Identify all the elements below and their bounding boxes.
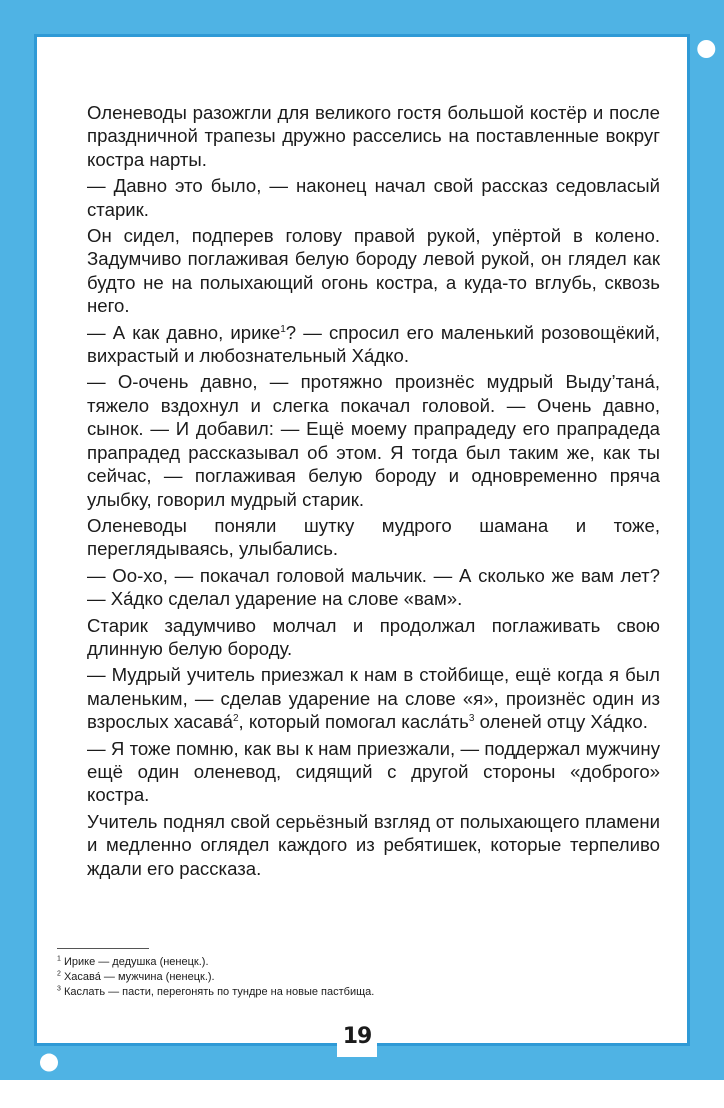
paragraph: — О-очень давно, — протяжно произнёс мудрый Выду’тана́, тяжело вздохнул и слегка покачал головой. — Очень давно, сынок. — И добавил: — Ещё моему прапрадеду его прапрадеда прапрадед рассказывал об этом. Я тогда был таким же, как ты сейчас, — поглаживая белую бороду и одновременно пряча улыбку, говорил мудрый старик.	[87, 371, 660, 510]
footnote-number: 1	[57, 955, 61, 963]
footnote	[57, 955, 657, 970]
paragraph: Старик задумчиво молчал и продолжал поглаживать свою длинную белую бороду.	[87, 614, 660, 659]
paragraph: — Я тоже помню, как вы к нам приезжали, — поддержал мужчину ещё один оленевод, сидящий с другой стороны «доброго» костра.	[87, 737, 660, 806]
footnote-ref: 2	[232, 712, 239, 724]
page-number: 19	[342, 1023, 372, 1049]
footnote	[57, 985, 657, 1000]
footnotes	[57, 948, 657, 1000]
paragraph: — Оо-хо, — покачал головой мальчик. — А сколько же вам лет? — Ха́дко сделал ударение на слове «вам».	[87, 564, 660, 610]
text-run: ? — спросил его маленький розовощёкий, вихрастый и любознательный Ха́дко.	[87, 321, 660, 367]
text-run: — Мудрый учитель приезжал к нам в стойбище, ещё когда я был маленьким, — сделав ударение на слове «я», произнёс один из взрослых хасава́	[87, 664, 660, 733]
footnote-text: Каслать — пасти, перегонять по тундре на новые пастбища.	[63, 986, 375, 998]
paragraph: Он сидел, подперев голову правой рукой, упёртой в колено. Задумчиво поглаживая белую бороду левой рукой, он глядел как будто не на полыхающий огонь костра, а куда-то вглубь, сквозь него.	[87, 225, 660, 317]
paragraph	[87, 663, 660, 733]
text-run: , который помогал касла́ть	[238, 711, 469, 733]
footnote-text: Ирике — дедушка (ненецк.).	[63, 956, 209, 968]
paragraph: Учитель поднял свой серьёзный взгляд от полыхающего пламени и медленно оглядел каждого из ребятишек, которые терпеливо ждали его рассказа.	[87, 810, 660, 879]
footnote-number: 2	[57, 970, 61, 978]
footnote	[57, 970, 657, 985]
page-number-box	[337, 1015, 377, 1057]
paragraph: Оленеводы поняли шутку мудрого шамана и тоже, переглядываясь, улыбались.	[87, 514, 660, 560]
text-run: — А как давно, ирике	[87, 321, 281, 343]
main-text	[87, 101, 660, 880]
text-run: оленей отцу Ха́дко.	[474, 711, 648, 733]
paragraph: Оленеводы разожгли для великого гостя большой костёр и после праздничной трапезы дружно расселись на поставленные вокруг костра нарты.	[87, 102, 660, 170]
footnote-text: Хасава́ — мужчина (ненецк.).	[63, 971, 215, 983]
footnote-ref: 3	[468, 712, 475, 724]
footnote-number: 3	[57, 985, 61, 993]
paragraph: — Давно это было, — наконец начал свой рассказ седовласый старик.	[87, 175, 660, 220]
paragraph	[87, 321, 660, 368]
footnote-divider	[57, 948, 149, 949]
footnote-ref: 1	[280, 323, 286, 335]
